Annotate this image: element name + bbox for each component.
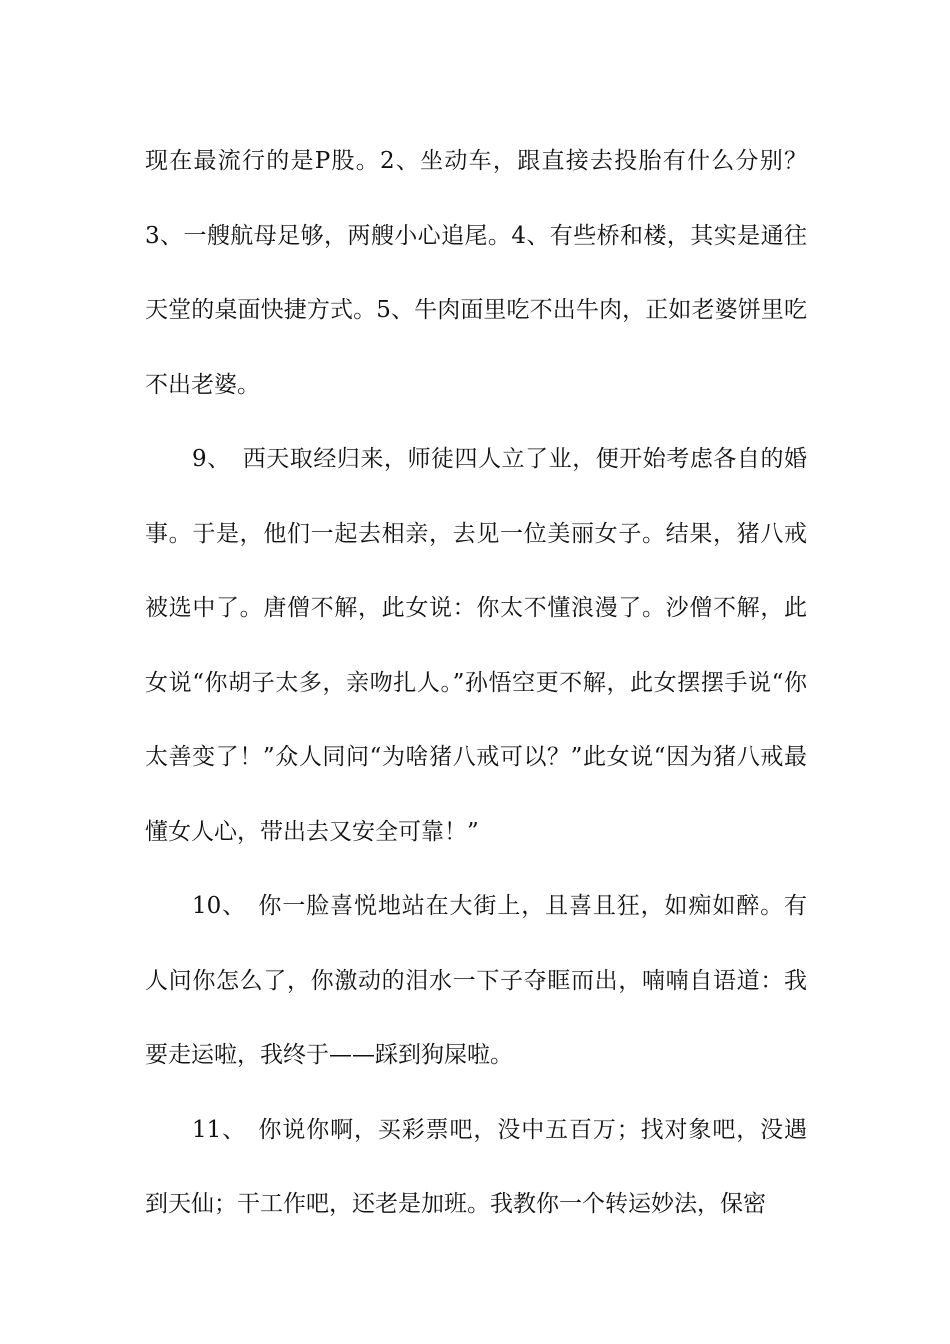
paragraph-continued: 现在最流行的是P股。2、坐动车，跟直接去投胎有什么分别？3、一艘航母足够，两艘小心追尾。4、有些桥和楼，其实是通往天堂的桌面快捷方式。5、牛肉面里吃不出牛肉，正如老婆饼里吃不出老婆。 [145,148,807,398]
paragraph-joke-9: 9、 西天取经归来，师徒四人立了业，便开始考虑各自的婚事。于是，他们一起去相亲，去见一位美丽女子。结果，猪八戒被选中了。唐僧不解，此女说：你太不懂浪漫了。沙僧不解，此女说“你胡子太多，亲吻扎人。”孙悟空更不解，此女摆摆手说“你太善变了！”众人同问“为啥猪八戒可以？”此女说“因为猪八戒最懂女人心，带出去又安全可靠！” [145,446,807,845]
paragraph-joke-11: 11、 你说你啊，买彩票吧，没中五百万；找对象吧，没遇到天仙；干工作吧，还老是加班。我教你一个转运妙法，保密 [145,1116,807,1217]
paragraph-joke-10: 10、 你一脸喜悦地站在大街上，且喜且狂，如痴如醉。有人问你怎么了，你激动的泪水一下子夺眶而出，喃喃自语道：我要走运啦，我终于——踩到狗屎啦。 [145,893,807,1068]
document-body [145,124,807,1242]
